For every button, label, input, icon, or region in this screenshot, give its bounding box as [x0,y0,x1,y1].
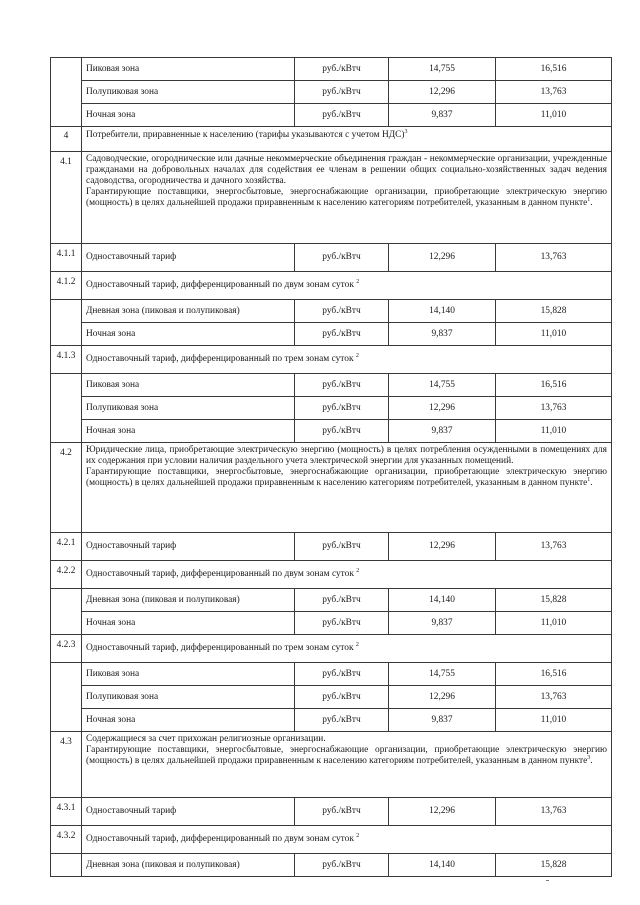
table-row [51,81,612,104]
footnote-marker: 2 [356,568,360,574]
table-row [51,686,612,709]
row-number: 4.2.2 [51,561,82,589]
value-cell: 14,140 [389,300,496,323]
zone-label: Полупиковая зона [82,686,295,709]
row-number-cell [51,374,82,443]
table-row [51,323,612,346]
unit-cell: руб./кВтч [295,589,389,612]
tariff-label-text: Одноставочный тариф, дифференцированный по двум зонам суток [86,569,354,579]
table-row [51,732,612,798]
description-paragraph: Юридические лица, приобретающие электрическую энергию (мощность) в целях потребления осужденными в помещениях для их содержания при условии наличия раздельного учета электрической энергии для указанных помещений. [86,445,607,466]
value-cell: 12,296 [389,686,496,709]
unit-cell: руб./кВтч [295,686,389,709]
zone-label: Ночная зона [82,323,295,346]
table-row [51,152,612,244]
value-cell: 13,763 [496,798,612,826]
unit-cell: руб./кВтч [295,854,389,877]
row-number: 4.1.1 [51,244,82,272]
value-cell: 11,010 [496,104,612,127]
value-cell: 14,755 [389,374,496,397]
tariff-label [82,635,612,663]
table-row [51,561,612,589]
unit-cell: руб./кВтч [295,663,389,686]
tariff-label: Одноставочный тариф [82,798,295,826]
unit-cell: руб./кВтч [295,798,389,826]
zone-label: Ночная зона [82,104,295,127]
tariff-label: Одноставочный тариф [82,244,295,272]
value-cell: 14,755 [389,663,496,686]
section-description [82,443,612,533]
unit-cell: руб./кВтч [295,397,389,420]
table-row [51,374,612,397]
row-number: 4.3 [51,732,82,798]
row-number: 4 [51,127,82,152]
unit-cell: руб./кВтч [295,709,389,732]
unit-cell: руб./кВтч [295,374,389,397]
footnote-marker: 3 [587,755,591,761]
table-row [51,58,612,81]
value-cell: 16,516 [496,374,612,397]
zone-label: Ночная зона [82,709,295,732]
footnote-marker: 1 [587,197,591,203]
value-cell: 9,837 [389,323,496,346]
row-number: 4.1.3 [51,346,82,374]
zone-label: Полупиковая зона [82,81,295,104]
value-cell: 12,296 [389,244,496,272]
footnote-marker: 2 [355,642,359,648]
value-cell: 15,828 [496,854,612,877]
table-row [51,826,612,854]
tariff-label [82,346,612,374]
value-cell: 11,010 [496,612,612,635]
description-paragraph: Гарантирующие поставщики, энергосбытовые, энергоснабжающие организации, приобретающие электрическую энергию (мощность) в целях дальнейшей продажи приравненным к населению категориям потребителей, указанным в данном пункте$^1$. [86,467,607,488]
zone-label: Дневная зона (пиковая и полупиковая) [82,589,295,612]
unit-cell: руб./кВтч [295,300,389,323]
section-description [82,152,612,244]
tariff-label: Одноставочный тариф [82,533,295,561]
row-number: 4.3.1 [51,798,82,826]
table-row [51,663,612,686]
table-row [51,854,612,877]
tariff-label [82,826,612,854]
description-paragraph: Содержащиеся за счет прихожан религиозные организации. [86,734,326,744]
value-cell: 14,755 [389,58,496,81]
unit-cell: руб./кВтч [295,244,389,272]
value-cell: 13,763 [496,81,612,104]
table-row [51,127,612,152]
unit-cell: руб./кВтч [295,420,389,443]
value-cell: 14,140 [389,589,496,612]
unit-cell: руб./кВтч [295,81,389,104]
zone-label: Ночная зона [82,420,295,443]
unit-cell: руб./кВтч [295,612,389,635]
row-number: 4.2.3 [51,635,82,663]
row-number-cell [51,300,82,346]
value-cell: 13,763 [496,686,612,709]
tariff-label [82,561,612,589]
table-row [51,104,612,127]
zone-label: Полупиковая зона [82,397,295,420]
row-number: 4.1.2 [51,272,82,300]
value-cell: 16,516 [496,58,612,81]
zone-label: Дневная зона (пиковая и полупиковая) [82,300,295,323]
row-number: 4.1 [51,152,82,244]
description-paragraph: Гарантирующие поставщики, энергосбытовые, энергоснабжающие организации, приобретающие электрическую энергию (мощность) в целях дальнейшей продажи приравненным к населению категориям потребителей, указанным в данном пункте$^3$. [86,745,607,766]
table-row [51,612,612,635]
tariff-table [50,57,612,877]
table-row [51,798,612,826]
value-cell: 11,010 [496,709,612,732]
value-cell: 9,837 [389,104,496,127]
section-heading-text: Потребители, приравненные к населению (тарифы указываются с учетом НДС) [86,130,405,140]
tariff-label-text: Одноставочный тариф, дифференцированный по трем зонам суток [86,354,354,364]
value-cell: 9,837 [389,420,496,443]
unit-cell: руб./кВтч [295,104,389,127]
tariff-label [82,272,612,300]
table-row [51,397,612,420]
section-heading [82,127,612,152]
table-row [51,272,612,300]
value-cell: 12,296 [389,81,496,104]
value-cell: 12,296 [389,798,496,826]
row-number: 4.2.1 [51,533,82,561]
row-number-cell [51,663,82,732]
row-number-cell [51,854,82,877]
unit-cell: руб./кВтч [295,323,389,346]
table-row [51,300,612,323]
table-row [51,589,612,612]
description-paragraph: Гарантирующие поставщики, энергосбытовые, энергоснабжающие организации, приобретающие электрическую энергию (мощность) в целях дальнейшей продажи приравненным к населению категориям потребителей, указанным в данном пункте$^1$. [86,187,607,208]
footnote-marker: 1 [587,477,591,483]
table-row [51,709,612,732]
footnote-marker: 2 [356,279,360,285]
zone-label: Дневная зона (пиковая и полупиковая) [82,854,295,877]
description-paragraph: Садоводческие, огороднические или дачные некоммерческие объединения граждан - некоммерческие организации, учрежденные гражданами на добровольных началах для содействия ее членам в решении общих социально-хозяйственных задач ведения садоводства, огородничества и дачного хозяйства. [86,154,607,186]
row-number-cell [51,589,82,635]
zone-label: Пиковая зона [82,663,295,686]
unit-cell: руб./кВтч [295,58,389,81]
footnote-marker: 2 [355,353,359,359]
zone-label: Пиковая зона [82,58,295,81]
table-row [51,346,612,374]
zone-label: Пиковая зона [82,374,295,397]
scan-speck [546,880,549,881]
value-cell: 13,763 [496,244,612,272]
table-row [51,635,612,663]
table-row [51,533,612,561]
table-row [51,420,612,443]
row-number-cell [51,58,82,127]
table-row [51,244,612,272]
value-cell: 14,140 [389,854,496,877]
value-cell: 13,763 [496,533,612,561]
footnote-marker: 2 [356,833,360,839]
value-cell: 9,837 [389,612,496,635]
tariff-label-text: Одноставочный тариф, дифференцированный по трем зонам суток [86,643,354,653]
tariff-label-text: Одноставочный тариф, дифференцированный по двум зонам суток [86,280,354,290]
description-text: Гарантирующие поставщики, энергосбытовые, энергоснабжающие организации, приобретающие электрическую энергию (мощность) в целях дальнейшей продажи приравненным к населению категориям потребителей, указанным в данном пункте [86,467,607,488]
value-cell: 15,828 [496,589,612,612]
value-cell: 12,296 [389,533,496,561]
description-text: Гарантирующие поставщики, энергосбытовые, энергоснабжающие организации, приобретающие электрическую энергию (мощность) в целях дальнейшей продажи приравненным к населению категориям потребителей, указанным в данном пункте [86,187,607,208]
tariff-label-text: Одноставочный тариф, дифференцированный по двум зонам суток [86,834,354,844]
value-cell: 15,828 [496,300,612,323]
unit-cell: руб./кВтч [295,533,389,561]
value-cell: 13,763 [496,397,612,420]
row-number: 4.3.2 [51,826,82,854]
value-cell: 16,516 [496,663,612,686]
description-text: Гарантирующие поставщики, энергосбытовые, энергоснабжающие организации, приобретающие электрическую энергию (мощность) в целях дальнейшей продажи приравненным к населению категориям потребителей, указанным в данном пункте [86,745,607,766]
section-description [82,732,612,798]
row-number: 4.2 [51,443,82,533]
zone-label: Ночная зона [82,612,295,635]
footnote-marker: 3 [404,129,408,135]
value-cell: 11,010 [496,323,612,346]
value-cell: 12,296 [389,397,496,420]
value-cell: 11,010 [496,420,612,443]
value-cell: 9,837 [389,709,496,732]
table-row [51,443,612,533]
